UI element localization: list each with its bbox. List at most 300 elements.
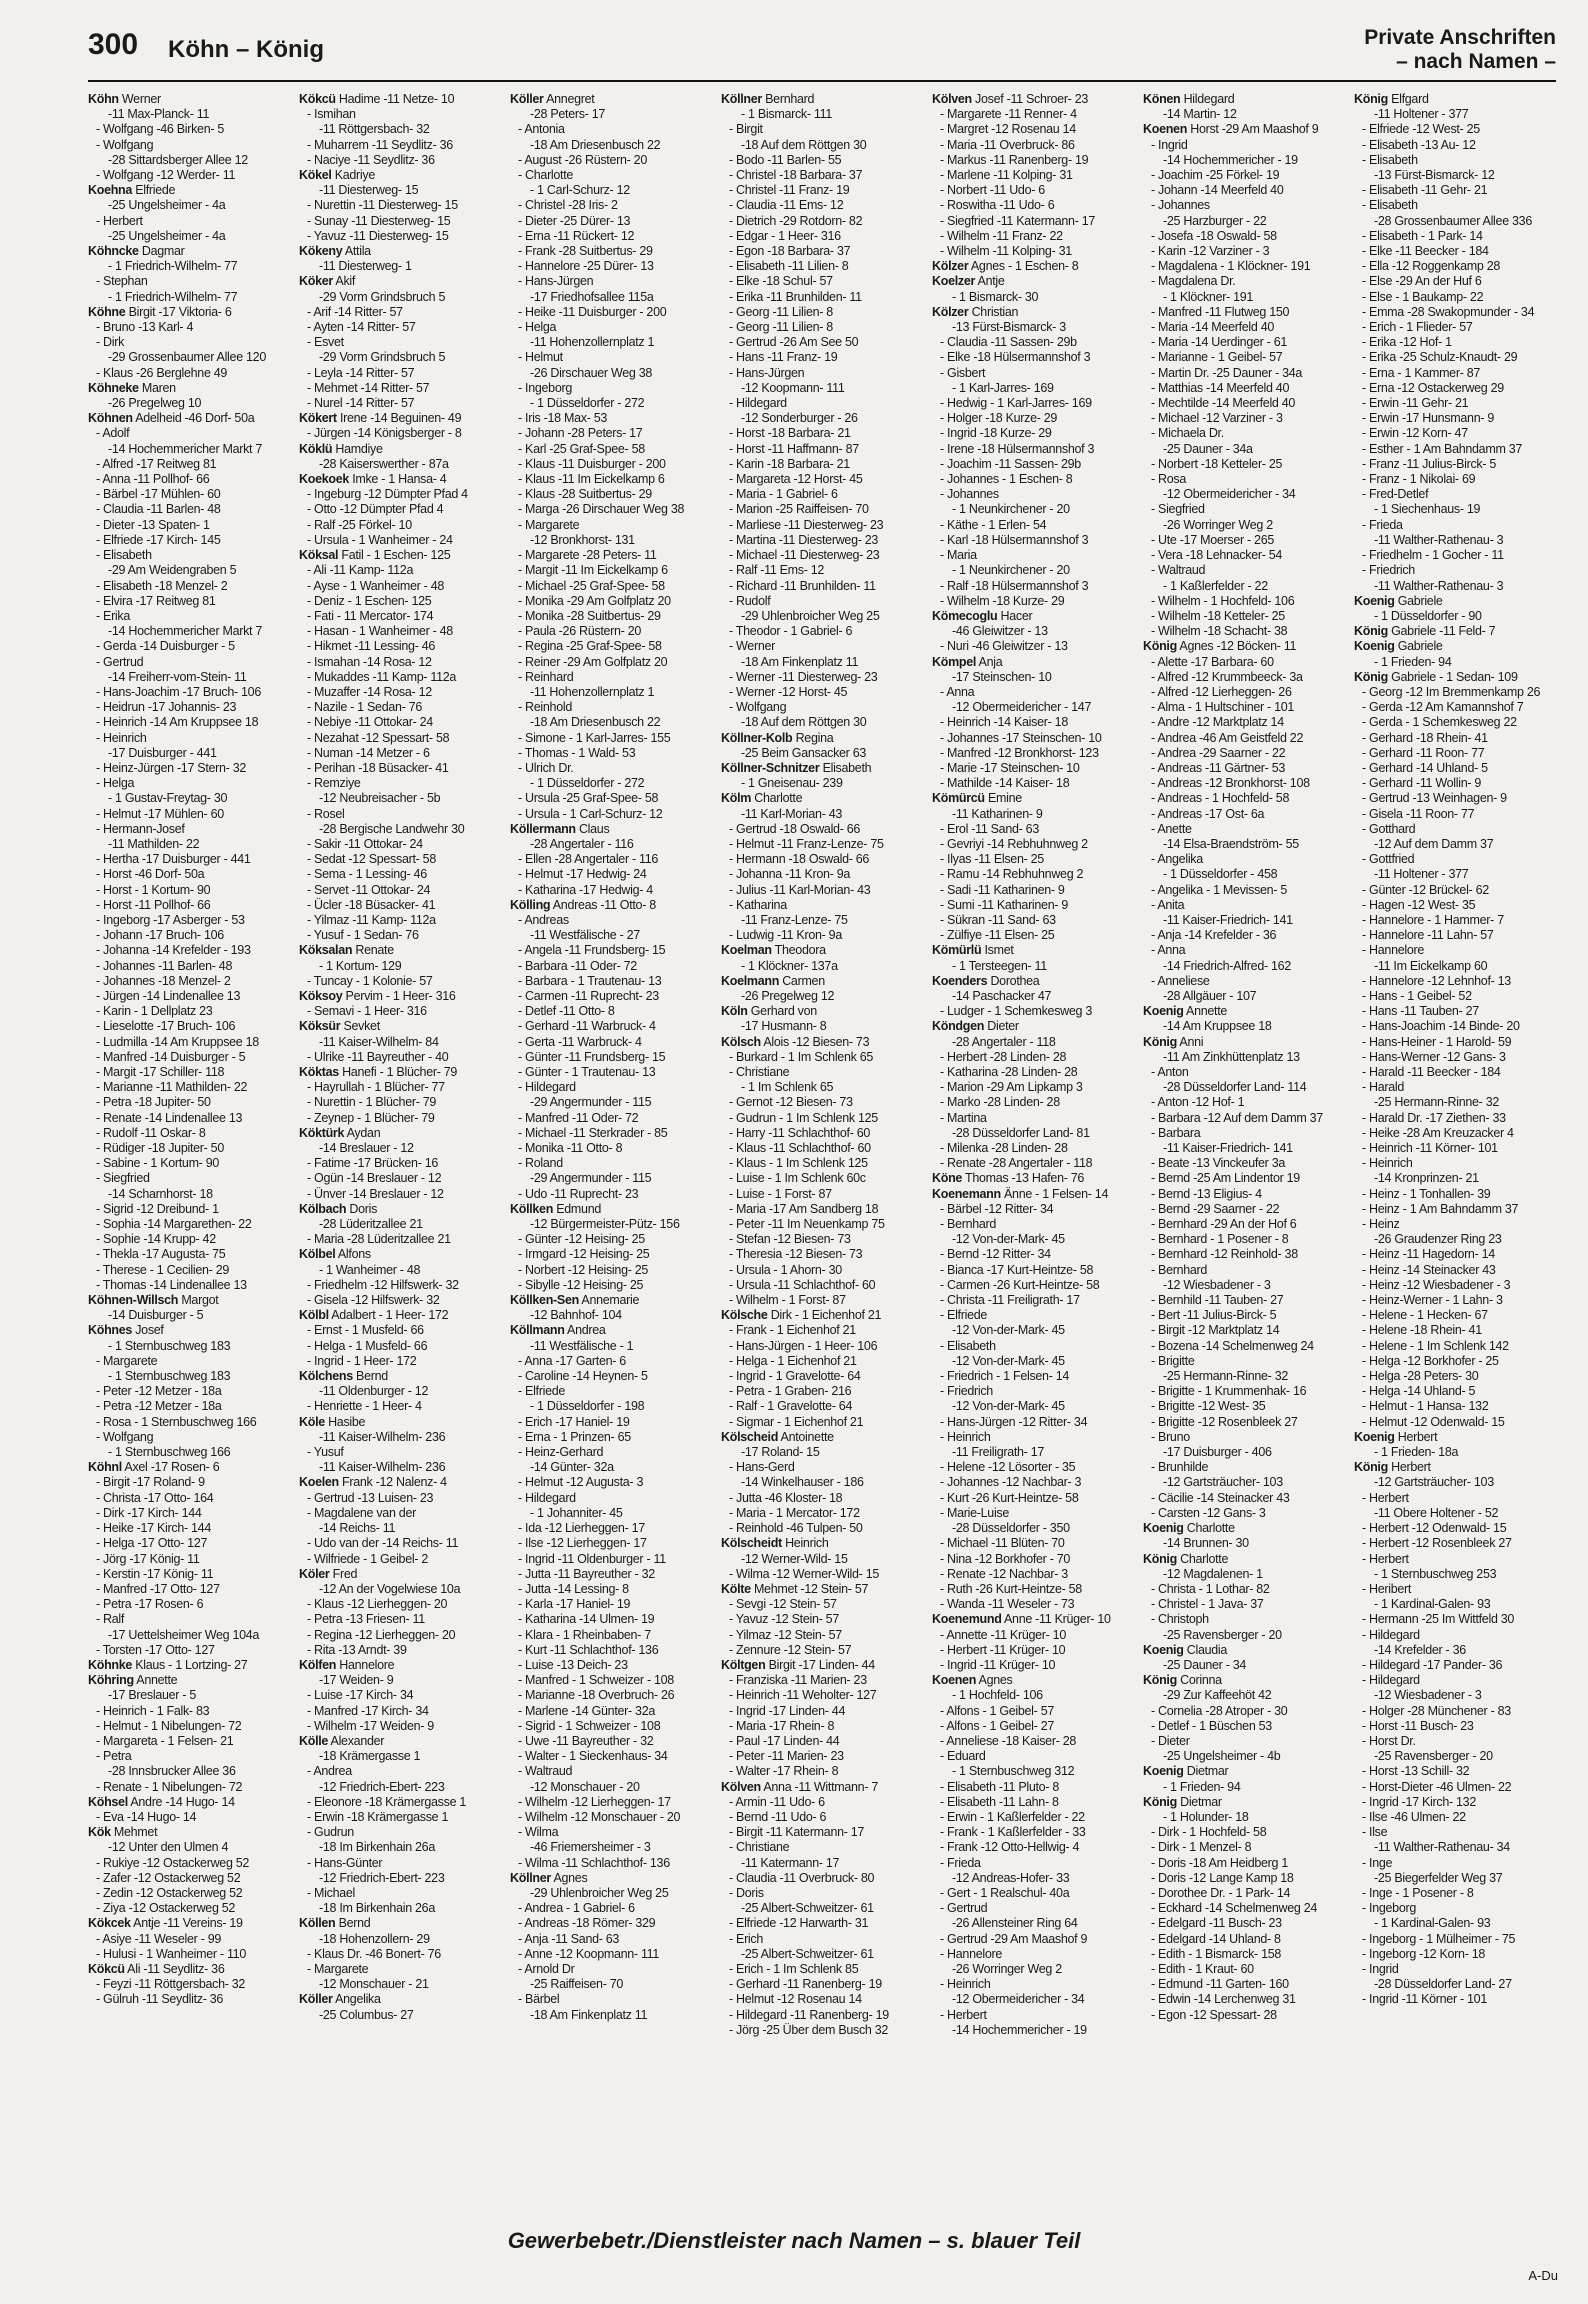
entry-text: - Tuncay - 1 Kolonie- 57 [307, 973, 433, 988]
directory-entry [1354, 1384, 1554, 1399]
directory-entry [1143, 320, 1343, 335]
entry-text: - Else - 1 Baukamp- 22 [1362, 289, 1484, 304]
entry-text: -25 Hermann-Rinne- 32 [1374, 1095, 1500, 1110]
directory-entry [932, 1263, 1132, 1278]
entry-text: - Marie-Luise [940, 1505, 1010, 1520]
footer-note: Gewerbebetr./Dienstleister nach Namen – s. blauer Teil [507, 2228, 1081, 2253]
directory-entry [721, 1673, 921, 1688]
entry-text: - Ingrid [1151, 137, 1188, 152]
directory-entry [1354, 807, 1554, 822]
entry-text: - Horst -13 Schill- 32 [1362, 1764, 1470, 1779]
entry-text: - Magdalena Dr. [1151, 274, 1236, 289]
entry-text: Adelheid -46 Dorf- 50a [132, 411, 255, 426]
directory-entry [299, 563, 499, 578]
entry-text: - Joachim -11 Sassen- 29b [940, 456, 1081, 471]
entry-text: - Klara - 1 Rheinbaben- 7 [518, 1627, 651, 1642]
entry-text: Herbert [1387, 1460, 1431, 1475]
entry-text: - Herbert -28 Linden- 28 [940, 1049, 1067, 1064]
surname: Koenig [1354, 639, 1395, 654]
entry-text: - Christa - 1 Lothar- 82 [1151, 1581, 1270, 1596]
entry-text: - Frank - 1 Kaßlerfelder - 33 [940, 1825, 1086, 1840]
directory-entry [1354, 1688, 1554, 1703]
directory-entry [721, 943, 921, 958]
entry-text: - Wolfgang [96, 1429, 154, 1444]
entry-text: - Helmut [518, 350, 563, 365]
directory-entry [721, 655, 921, 670]
directory-entry [510, 1582, 710, 1597]
directory-entry [88, 1567, 288, 1582]
entry-text: - Iris -18 Max- 53 [518, 411, 608, 426]
entry-text: Alexander [328, 1733, 385, 1748]
directory-entry [932, 1628, 1132, 1643]
entry-text: -26 Worringer Weg 2 [952, 1961, 1062, 1976]
directory-entry [932, 411, 1132, 426]
entry-text: - Hannelore -12 Lehnhof- 13 [1362, 973, 1511, 988]
entry-text: - Johann -14 Meerfeld 40 [1151, 183, 1284, 198]
directory-entry [299, 1369, 499, 1384]
surname: Köksoy [299, 988, 343, 1003]
entry-text: - Maria - 1 Gabriel- 6 [729, 487, 838, 502]
entry-text: - Johannes -11 Barlen- 48 [96, 958, 233, 973]
directory-entry [88, 518, 288, 533]
directory-entry [299, 1278, 499, 1293]
directory-entry [299, 1962, 499, 1977]
directory-column [1354, 92, 1554, 2202]
entry-text: - Bert -11 Julius-Birck- 5 [1151, 1308, 1277, 1323]
directory-entry [299, 1415, 499, 1430]
entry-text: - Dirk - 1 Hochfeld- 58 [1151, 1825, 1267, 1840]
entry-text: Josef [132, 1323, 164, 1338]
entry-text: - Rudolf [729, 593, 771, 608]
entry-text: - Bärbel [518, 1992, 560, 2007]
entry-text: - Hildegard [1362, 1673, 1420, 1688]
entry-text: - Anna [940, 684, 975, 699]
directory-entry [1143, 1399, 1343, 1414]
entry-text: - Erika -11 Brunhilden- 11 [729, 289, 862, 304]
entry-text: - Marion -29 Am Lipkamp 3 [940, 1080, 1083, 1095]
entry-text: -29 Vorm Grindsbruch 5 [319, 289, 446, 304]
entry-text: - Gerda - 1 Schemkesweg 22 [1362, 715, 1517, 730]
entry-text: -46 Gleiwitzer - 13 [952, 624, 1048, 639]
directory-entry [721, 1688, 921, 1703]
directory-entry [510, 1795, 710, 1810]
entry-text: - Sadi -11 Katharinen- 9 [940, 882, 1065, 897]
directory-entry [721, 959, 921, 974]
directory-entry [1143, 1886, 1343, 1901]
entry-text: - Gotthard [1362, 821, 1416, 836]
directory-entry [1354, 548, 1554, 563]
entry-text: - Ella -12 Roggenkamp 28 [1362, 259, 1501, 274]
directory-entry [1143, 715, 1343, 730]
surname: Kölscheid [721, 1429, 779, 1444]
entry-text: - Claudia -11 Barlen- 48 [96, 502, 221, 517]
directory-entry [721, 1369, 921, 1384]
directory-entry [299, 1825, 499, 1840]
directory-entry [1354, 1582, 1554, 1597]
entry-text: -11 Westfälische - 27 [530, 928, 640, 943]
directory-entry [932, 396, 1132, 411]
directory-entry [1354, 1050, 1554, 1065]
directory-entry [1143, 1916, 1343, 1931]
directory-entry [510, 1658, 710, 1673]
entry-text: - Sükran -11 Sand- 63 [940, 912, 1056, 927]
directory-entry [88, 1977, 288, 1992]
directory-entry [510, 350, 710, 365]
directory-entry [510, 1719, 710, 1734]
directory-entry [932, 1992, 1132, 2007]
directory-entry [510, 411, 710, 426]
entry-text: - Herbert -11 Krüger- 10 [940, 1642, 1066, 1657]
entry-text: - Klaus Dr. -46 Bonert- 76 [307, 1946, 441, 1961]
directory-entry [510, 1278, 710, 1293]
directory-entry [932, 1430, 1132, 1445]
entry-text: - Gerhard -11 Warbruck- 4 [518, 1019, 656, 1034]
directory-entry [510, 670, 710, 685]
entry-text: - Siegfried [1151, 502, 1205, 517]
entry-text: -29 Angermunder - 115 [530, 1095, 652, 1110]
directory-entry [721, 852, 921, 867]
entry-text: - Elfriede -12 Harwarth- 31 [729, 1916, 869, 1931]
entry-text: - Yilmaz -11 Kamp- 112a [307, 912, 436, 927]
directory-entry [932, 1141, 1132, 1156]
directory-entry [1354, 1795, 1554, 1810]
entry-text: - Horst Dr. [1362, 1733, 1416, 1748]
entry-text: - Günter -12 Heising- 25 [518, 1232, 645, 1247]
entry-text: - Barbara [1151, 1125, 1201, 1140]
directory-entry [510, 487, 710, 502]
directory-entry [1143, 1475, 1343, 1490]
directory-entry [1354, 1536, 1554, 1551]
entry-text: - Simone - 1 Karl-Jarres- 155 [518, 730, 671, 745]
directory-entry [299, 1688, 499, 1703]
directory-entry [721, 1582, 921, 1597]
entry-text: - Gernot -12 Biesen- 73 [729, 1095, 853, 1110]
entry-text: - Ismahan -14 Rosa- 12 [307, 654, 432, 669]
directory-entry [88, 1354, 288, 1369]
entry-text: - Margit -17 Schiller- 118 [96, 1065, 225, 1079]
entry-text: - Mechtilde -14 Meerfeld 40 [1151, 396, 1296, 411]
directory-entry [721, 1080, 921, 1095]
entry-text: - Margarete [518, 517, 580, 532]
entry-text: - Waltraud [518, 1764, 573, 1779]
directory-entry [299, 1612, 499, 1627]
entry-text: - Werner [729, 639, 775, 654]
entry-text: - Brigitte -12 Rosenbleek 27 [1151, 1414, 1298, 1429]
entry-text: Hildegard [1180, 92, 1235, 106]
entry-text: -12 Auf dem Damm 37 [1374, 836, 1494, 851]
directory-entry [721, 2023, 921, 2038]
entry-text: - Renate - 1 Nibelungen- 72 [96, 1779, 243, 1794]
entry-text: - Wilma -12 Werner-Wild- 15 [729, 1566, 880, 1581]
directory-entry [932, 1916, 1132, 1931]
directory-entry [510, 943, 710, 958]
directory-entry [721, 1430, 921, 1445]
directory-entry [299, 366, 499, 381]
directory-entry [510, 1415, 710, 1430]
entry-text: - Hans-Heiner - 1 Harold- 59 [1362, 1034, 1512, 1049]
directory-entry [88, 1323, 288, 1338]
directory-entry [932, 746, 1132, 761]
directory-entry [88, 791, 288, 806]
directory-entry [88, 1202, 288, 1217]
entry-text: - 1 Gneisenau- 239 [741, 776, 843, 791]
entry-text: -14 Elsa-Braendström- 55 [1163, 836, 1299, 851]
directory-entry [88, 655, 288, 670]
directory-entry [88, 1552, 288, 1567]
directory-entry [299, 1597, 499, 1612]
directory-entry [510, 320, 710, 335]
directory-entry [721, 533, 921, 548]
entry-text: -29 Angermunder - 115 [530, 1171, 652, 1186]
directory-entry [1354, 290, 1554, 305]
directory-entry [299, 1871, 499, 1886]
surname: Koelman [721, 943, 772, 958]
directory-entry [88, 290, 288, 305]
directory-entry [510, 396, 710, 411]
entry-text: - 1 Düsseldorfer - 272 [530, 396, 645, 411]
directory-entry [721, 1764, 921, 1779]
surname: König [1143, 1034, 1177, 1049]
directory-entry [510, 533, 710, 548]
entry-text: Charlotte [751, 791, 803, 806]
entry-text: - Johanna -14 Krefelder - 193 [96, 943, 251, 958]
directory-entry [88, 1019, 288, 1034]
entry-text: -11 Diesterweg- 1 [319, 259, 412, 274]
directory-entry [88, 700, 288, 715]
directory-entry [1143, 943, 1343, 958]
surname: Költgen [721, 1657, 766, 1672]
entry-text: -17 Uettelsheimer Weg 104a [108, 1627, 260, 1642]
entry-text: - Bernd -11 Udo- 6 [729, 1809, 827, 1824]
entry-text: - Wilhelm - 1 Forst- 87 [729, 1293, 846, 1308]
entry-text: - Gertrud -26 Am See 50 [729, 335, 859, 350]
directory-entry [721, 1126, 921, 1141]
entry-text: - Andrea -29 Saarner - 22 [1151, 745, 1286, 760]
entry-text: - Werner -11 Diesterweg- 23 [729, 669, 878, 684]
entry-text: - Sunay -11 Diesterweg- 15 [307, 213, 451, 228]
directory-entry [88, 548, 288, 563]
directory-entry [299, 807, 499, 822]
surname: Kömecoglu [932, 608, 998, 623]
entry-text: -25 Albert-Schweitzer- 61 [741, 1901, 874, 1916]
directory-entry [299, 1643, 499, 1658]
entry-text: - Reinhold -46 Tulpen- 50 [729, 1521, 863, 1536]
entry-text: - Ünver -14 Breslauer - 12 [307, 1186, 444, 1201]
entry-text: -28 Bergische Landwehr 30 [319, 821, 465, 836]
directory-entry [88, 1460, 288, 1475]
directory-entry [1143, 1247, 1343, 1262]
directory-entry [1354, 518, 1554, 533]
entry-text: - Elke -18 Schul- 57 [729, 274, 833, 289]
directory-entry [299, 852, 499, 867]
entry-text: - Erna -12 Ostackerweg 29 [1362, 380, 1504, 395]
entry-text: - Edwin -14 Lerchenweg 31 [1151, 1992, 1296, 2007]
entry-text: - Erika -12 Hof- 1 [1362, 335, 1452, 350]
directory-entry [510, 1475, 710, 1490]
directory-entry [1354, 1202, 1554, 1217]
entry-text: - Andreas [518, 912, 569, 927]
entry-text: - Elfriede [518, 1384, 566, 1399]
entry-text: - Gevriyi -14 Rebhuhnweg 2 [940, 836, 1088, 851]
directory-entry [299, 1749, 499, 1764]
entry-text: - Friedhelm - 1 Gocher - 11 [1362, 548, 1504, 563]
directory-entry [88, 1187, 288, 1202]
directory-entry [932, 183, 1132, 198]
entry-text: -12 An der Vogelwiese 10a [319, 1581, 461, 1596]
directory-entry [88, 1962, 288, 1977]
directory-entry [721, 168, 921, 183]
directory-entry [1143, 563, 1343, 578]
entry-text: - Egon -18 Barbara- 37 [729, 244, 851, 259]
surname: König [1143, 1551, 1177, 1566]
entry-text: - Gerhard -11 Wollin- 9 [1362, 776, 1482, 791]
surname: Köhnl [88, 1460, 122, 1475]
entry-text: Maren [138, 380, 176, 395]
entry-text: Gabriele - 1 Sedan- 109 [1387, 669, 1518, 684]
entry-text: - Wolfgang [96, 137, 154, 152]
entry-text: - Wolfgang -12 Werder- 11 [96, 168, 236, 183]
directory-entry [299, 472, 499, 487]
entry-text: - Reinhold [518, 700, 572, 715]
directory-entry [510, 837, 710, 852]
entry-text: - Maria -17 Am Sandberg 18 [729, 1201, 879, 1216]
entry-text: - Petra -18 Jupiter- 50 [96, 1095, 211, 1110]
entry-text: - Anita [1151, 897, 1185, 912]
directory-entry [1143, 1704, 1343, 1719]
directory-entry [721, 350, 921, 365]
entry-text: -12 Bürgermeister-Pütz- 156 [530, 1217, 680, 1232]
directory-entry [510, 1962, 710, 1977]
entry-text: Hannelore [336, 1657, 395, 1672]
directory-entry [1143, 1491, 1343, 1506]
directory-entry [88, 1004, 288, 1019]
entry-text: - Theodor - 1 Gabriel- 6 [729, 624, 853, 639]
entry-text: - Wanda -11 Weseler - 73 [940, 1597, 1075, 1612]
surname: Kölbl [299, 1308, 329, 1323]
entry-text: -11 Max-Planck- 11 [108, 107, 210, 122]
directory-entry [510, 563, 710, 578]
directory-entry [1143, 1004, 1343, 1019]
entry-text: - Heinrich [940, 1977, 991, 1992]
entry-text: - Alfred -12 Lierheggen- 26 [1151, 684, 1292, 699]
directory-entry [932, 1004, 1132, 1019]
entry-text: -12 Koopmann- 111 [741, 380, 845, 395]
directory-entry [299, 928, 499, 943]
entry-text: - Bernhard [1151, 1262, 1208, 1277]
directory-entry [88, 1475, 288, 1490]
directory-entry [1143, 1384, 1343, 1399]
entry-text: -12 Neubreisacher - 5b [319, 791, 441, 806]
entry-text: - Hannelore -11 Lahn- 57 [1362, 928, 1494, 943]
entry-text: -12 Von-der-Mark- 45 [952, 1232, 1065, 1247]
entry-text: Dirk - 1 Eichenhof 21 [767, 1308, 882, 1323]
entry-text: -11 Kaiser-Wilhelm- 236 [319, 1429, 446, 1444]
entry-text: - Maria [940, 548, 977, 563]
directory-entry [299, 1567, 499, 1582]
surname: Köllmann [510, 1323, 565, 1338]
directory-entry [1143, 350, 1343, 365]
entry-text: - Christel - 1 Java- 37 [1151, 1597, 1264, 1612]
directory-entry [1354, 1247, 1554, 1262]
entry-text: -12 Gartsträucher- 103 [1374, 1475, 1494, 1490]
entry-text: -12 Monschauer - 21 [319, 1977, 429, 1992]
directory-entry [1354, 259, 1554, 274]
directory-entry [299, 1308, 499, 1323]
directory-entry [88, 274, 288, 289]
directory-entry [299, 822, 499, 837]
entry-text: - Elvira -17 Reitweg 81 [96, 593, 216, 608]
surname: Koelzer [932, 274, 976, 289]
surname: König [1354, 1460, 1388, 1475]
directory-entry [299, 1810, 499, 1825]
directory-entry [88, 1840, 288, 1855]
entry-text: - Johannes -17 Steinschen- 10 [940, 730, 1102, 745]
directory-entry [88, 533, 288, 548]
directory-entry [1354, 624, 1554, 639]
entry-text: - Harald [1362, 1080, 1405, 1095]
directory-entry [510, 244, 710, 259]
directory-entry [1143, 1552, 1343, 1567]
directory-entry [721, 1475, 921, 1490]
directory-entry [510, 1749, 710, 1764]
entry-text: - Heinz - 1 Am Bahndamm 37 [1362, 1201, 1519, 1216]
directory-column [88, 92, 288, 2202]
directory-entry [299, 624, 499, 639]
directory-entry [1354, 974, 1554, 989]
entry-text: -12 Friedrich-Ebert- 223 [319, 1870, 445, 1885]
directory-entry [932, 274, 1132, 289]
directory-entry [510, 959, 710, 974]
directory-entry [932, 1019, 1132, 1034]
directory-entry [510, 518, 710, 533]
entry-text: - Bozena -14 Schelmenweg 24 [1151, 1338, 1314, 1353]
entry-text: - Luise -13 Deich- 23 [518, 1657, 628, 1672]
directory-entry [1354, 1506, 1554, 1521]
directory-entry [510, 1612, 710, 1627]
entry-text: - Werner -12 Horst- 45 [729, 684, 848, 699]
entry-text: - Klaus -12 Lierheggen- 20 [307, 1597, 448, 1612]
entry-text: Emine [984, 791, 1022, 806]
directory-entry [299, 1445, 499, 1460]
entry-text: -25 Ungelsheimer - 4b [1163, 1749, 1281, 1764]
entry-text: - Hildegard [518, 1080, 576, 1095]
directory-entry [1354, 1095, 1554, 1110]
entry-text: -11 Holtener - 377 [1374, 867, 1469, 882]
entry-text: - Barbara - 1 Trautenau- 13 [518, 973, 662, 988]
directory-entry [299, 518, 499, 533]
entry-text: - Norbert -18 Ketteler- 25 [1151, 456, 1283, 471]
entry-text: - Ingrid -11 Oldenburger - 11 [518, 1551, 666, 1566]
entry-text: - Ingrid -17 Linden- 44 [729, 1703, 846, 1718]
entry-text: Christian [968, 304, 1019, 319]
entry-text: -12 Friedrich-Ebert- 223 [319, 1779, 445, 1794]
entry-text: - Ruth -26 Kurt-Heintze- 58 [940, 1581, 1082, 1596]
entry-text: -29 Uhlenbroicher Weg 25 [530, 1885, 669, 1900]
entry-text: - Hans-Jürgen [518, 274, 594, 289]
entry-text: - Ursula -11 Schlachthof- 60 [729, 1277, 876, 1292]
entry-text: - Edith - 1 Kraut- 60 [1151, 1961, 1254, 1976]
directory-entry [299, 1916, 499, 1931]
entry-text: Elisabeth [819, 760, 872, 775]
directory-entry [510, 1673, 710, 1688]
directory-entry [88, 426, 288, 441]
directory-entry [299, 426, 499, 441]
entry-text: - 1 Frieden- 94 [1374, 654, 1452, 669]
entry-text: - Claudia -11 Overbruck- 80 [729, 1870, 875, 1885]
directory-entry [1143, 1339, 1343, 1354]
directory-entry [721, 548, 921, 563]
entry-text: -12 Sonderburger - 26 [741, 411, 858, 426]
